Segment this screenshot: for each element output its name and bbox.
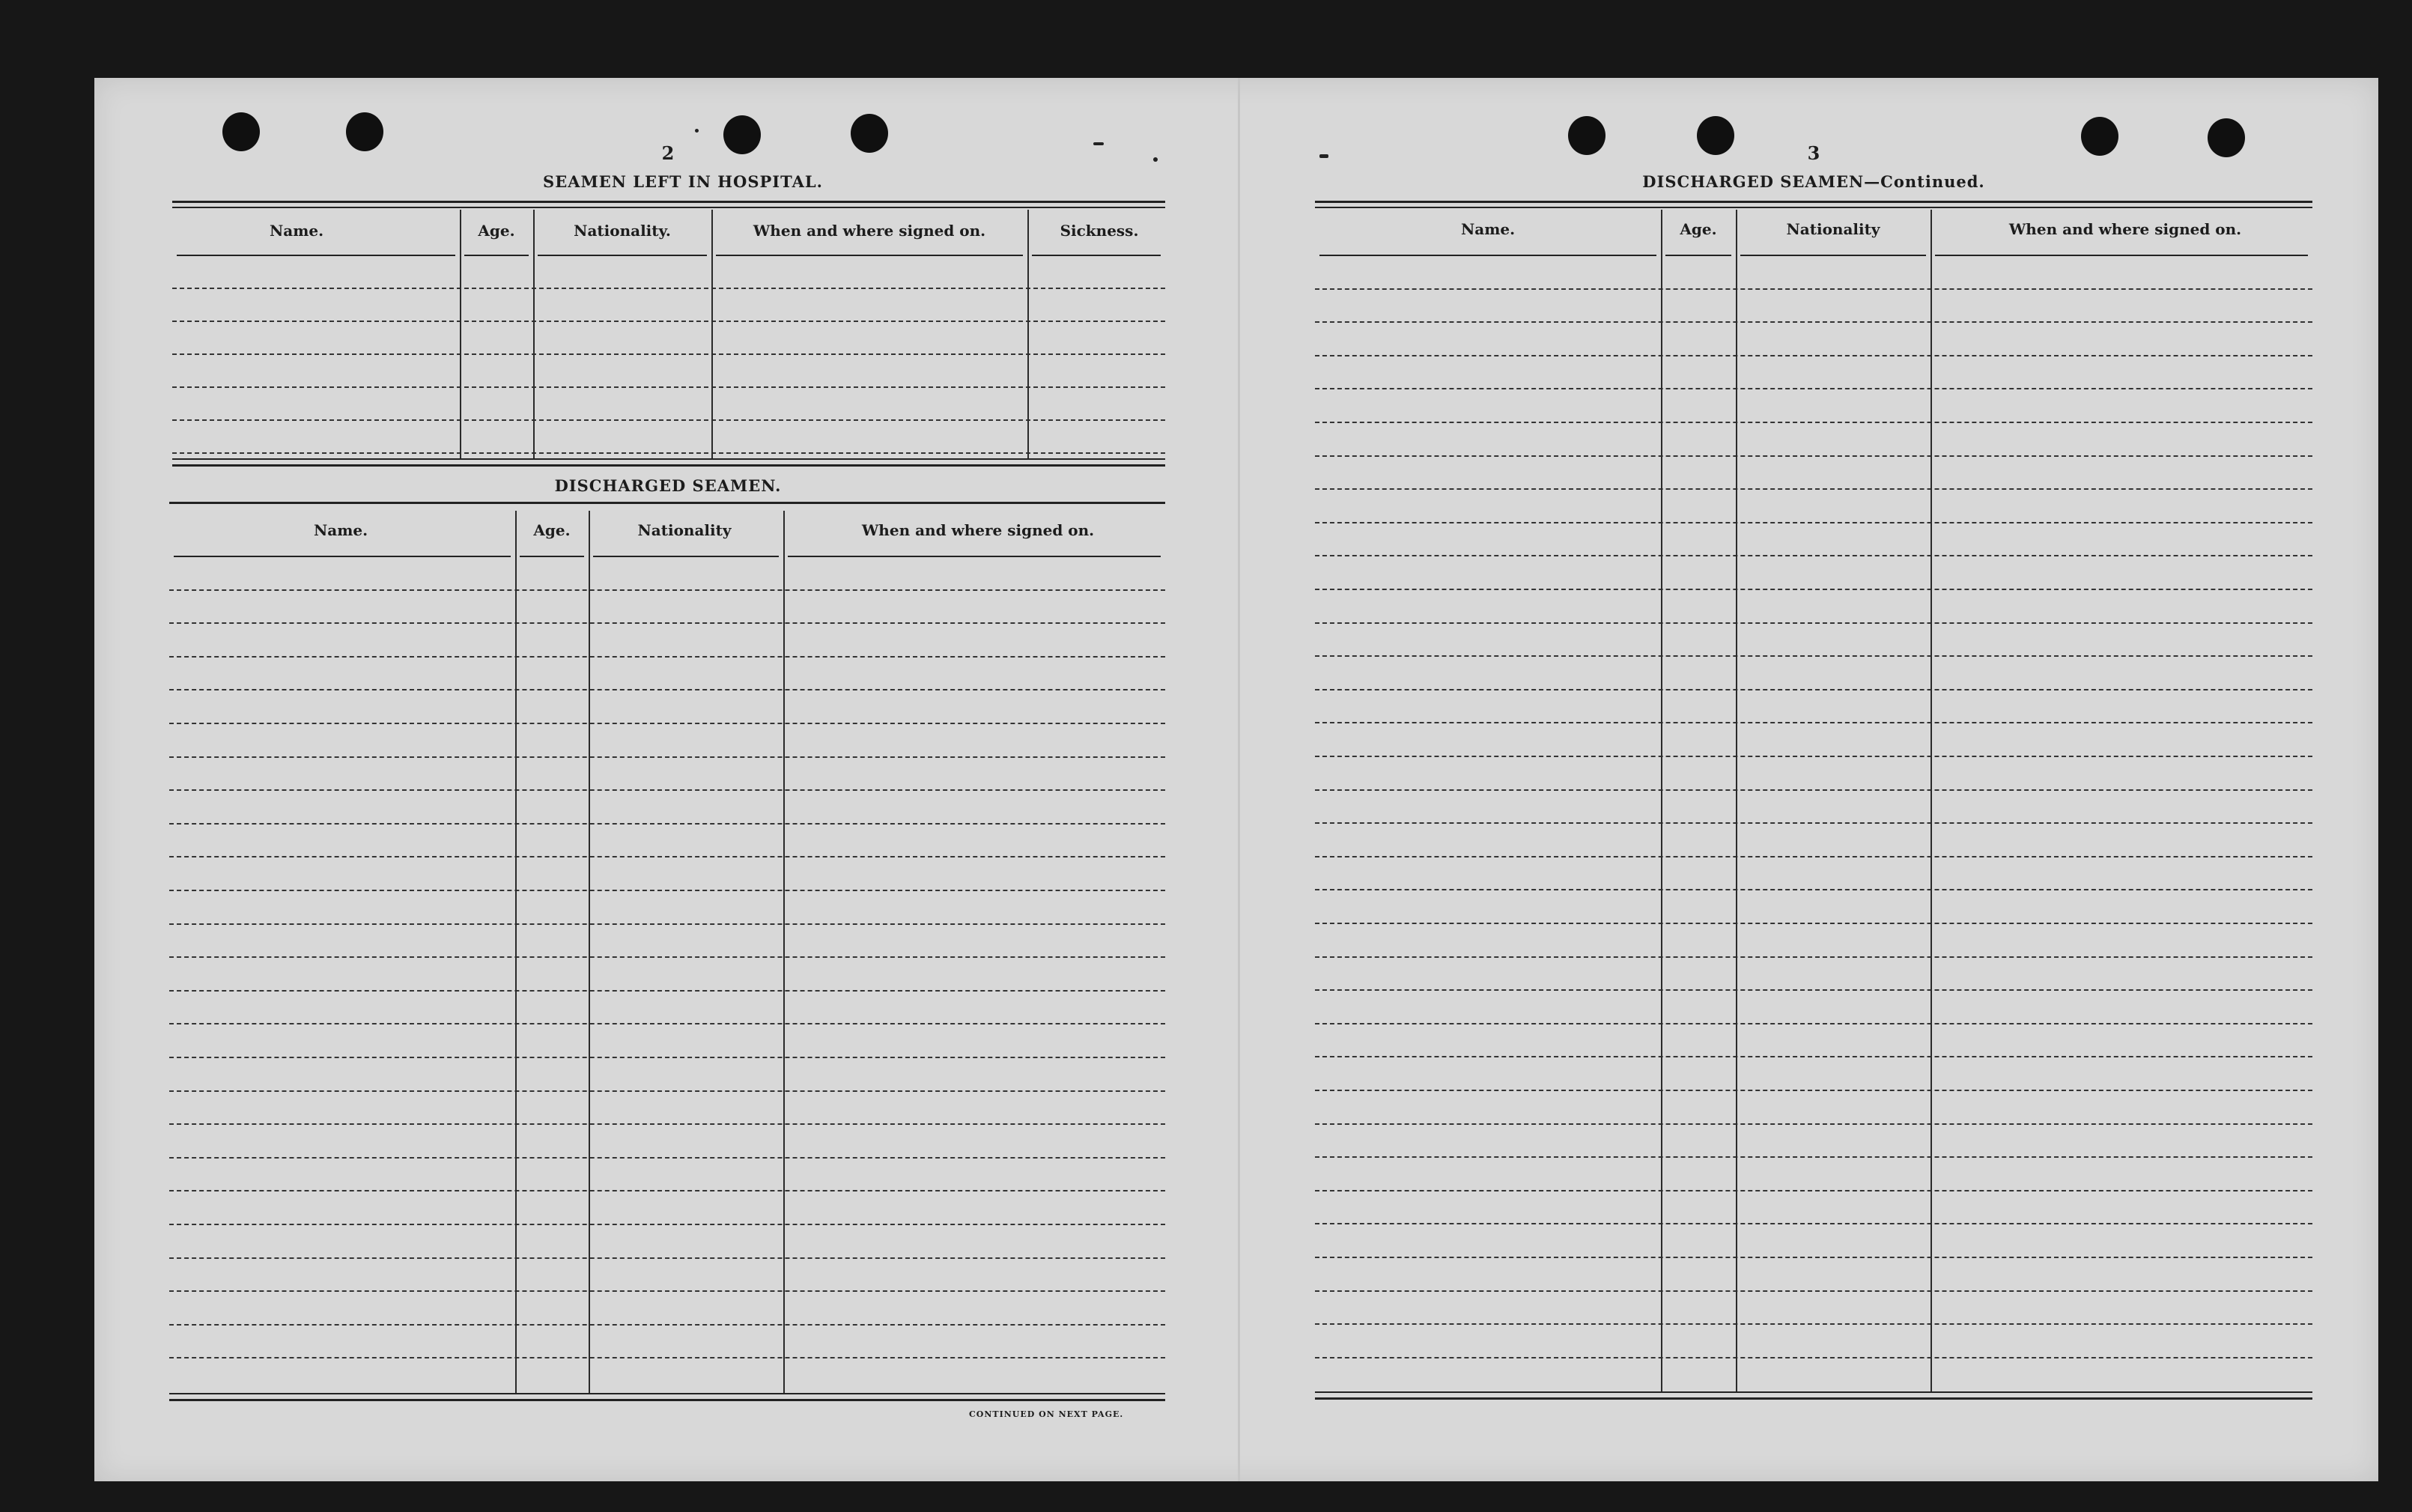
punch-hole xyxy=(723,115,761,154)
page-fold xyxy=(1238,78,1240,1481)
column-divider xyxy=(460,210,461,458)
table-row xyxy=(172,452,1165,454)
table-row xyxy=(1315,1357,2312,1358)
table-row xyxy=(1315,355,2312,356)
table-row xyxy=(169,823,1165,825)
table-row xyxy=(169,990,1165,992)
header-underline xyxy=(593,556,779,557)
table-row xyxy=(1315,288,2312,290)
table-row xyxy=(1315,956,2312,958)
table-row xyxy=(1315,822,2312,824)
table-top-rule xyxy=(172,207,1165,208)
column-header: Name. xyxy=(1460,220,1516,238)
table-row xyxy=(1315,1156,2312,1158)
table-row xyxy=(169,589,1165,591)
table-row xyxy=(169,1023,1165,1024)
column-divider xyxy=(711,210,713,458)
table-row xyxy=(169,689,1165,690)
header-underline xyxy=(788,556,1161,557)
column-divider xyxy=(515,511,517,1393)
hospital-section-title: SEAMEN LEFT IN HOSPITAL. xyxy=(543,172,823,191)
header-underline xyxy=(177,255,455,256)
column-header: Age. xyxy=(1680,220,1717,238)
header-underline xyxy=(520,556,584,557)
table-row xyxy=(1315,1290,2312,1292)
punch-hole xyxy=(2081,117,2118,156)
column-header: Sickness. xyxy=(1060,222,1139,240)
ink-speck xyxy=(695,129,699,133)
column-divider xyxy=(1736,210,1737,1391)
header-underline xyxy=(1665,255,1731,256)
table-row xyxy=(169,956,1165,958)
table-row xyxy=(1315,522,2312,523)
table-row xyxy=(169,756,1165,758)
table-row xyxy=(1315,1223,2312,1224)
table-top-rule xyxy=(169,502,1165,504)
column-header: Nationality. xyxy=(574,222,671,240)
punch-hole xyxy=(1568,116,1606,155)
table-row xyxy=(1315,889,2312,890)
table-row xyxy=(172,321,1165,322)
table-row xyxy=(172,419,1165,421)
punch-hole xyxy=(2208,118,2245,157)
table-row xyxy=(172,353,1165,355)
column-divider xyxy=(1027,210,1029,458)
header-underline xyxy=(1740,255,1926,256)
header-underline xyxy=(1935,255,2308,256)
table-row xyxy=(1315,756,2312,757)
table-row xyxy=(1315,689,2312,690)
column-header: Name. xyxy=(313,521,368,539)
column-header: When and where signed on. xyxy=(861,521,1095,539)
column-header: Name. xyxy=(269,222,324,240)
table-row xyxy=(1315,388,2312,389)
table-row xyxy=(1315,622,2312,624)
header-underline xyxy=(1032,255,1161,256)
table-row xyxy=(172,288,1165,289)
table-row xyxy=(1315,488,2312,490)
column-header: Nationality xyxy=(1786,220,1880,238)
table-row xyxy=(1315,321,2312,323)
table-row xyxy=(1315,655,2312,657)
table-row xyxy=(169,1123,1165,1125)
header-underline xyxy=(464,255,529,256)
table-row xyxy=(1315,722,2312,723)
table-row xyxy=(169,1190,1165,1191)
table-row xyxy=(169,656,1165,658)
table-row xyxy=(169,1257,1165,1259)
table-row xyxy=(1315,1323,2312,1325)
table-row xyxy=(172,386,1165,388)
ink-speck xyxy=(1093,142,1104,145)
table-row xyxy=(169,1324,1165,1326)
column-header: When and where signed on. xyxy=(2008,220,2242,238)
table-bottom-rule xyxy=(169,1393,1165,1394)
table-bottom-rule xyxy=(172,458,1165,460)
table-row xyxy=(1315,1023,2312,1024)
table-row xyxy=(1315,1056,2312,1057)
column-header: Age. xyxy=(478,222,515,240)
table-bottom-rule xyxy=(1315,1397,2312,1400)
header-underline xyxy=(1319,255,1656,256)
header-underline xyxy=(174,556,511,557)
table-row xyxy=(1315,1257,2312,1258)
table-top-rule xyxy=(172,201,1165,203)
table-row xyxy=(169,723,1165,724)
table-row xyxy=(169,1290,1165,1292)
table-bottom-rule xyxy=(169,1399,1165,1401)
discharged-section-title: DISCHARGED SEAMEN. xyxy=(554,476,782,495)
page-number-right: 3 xyxy=(1807,142,1820,164)
table-top-rule xyxy=(1315,201,2312,203)
table-bottom-rule xyxy=(1315,1391,2312,1393)
table-row xyxy=(1315,923,2312,924)
table-row xyxy=(1315,422,2312,423)
table-row xyxy=(169,923,1165,925)
continued-note: CONTINUED ON NEXT PAGE. xyxy=(969,1409,1124,1419)
column-divider xyxy=(589,511,590,1393)
table-row xyxy=(1315,856,2312,857)
punch-hole xyxy=(851,114,888,153)
column-divider xyxy=(1661,210,1662,1391)
table-top-rule xyxy=(1315,207,2312,208)
column-divider xyxy=(1930,210,1932,1391)
table-row xyxy=(1315,555,2312,556)
table-row xyxy=(169,1357,1165,1358)
table-row xyxy=(169,622,1165,624)
table-row xyxy=(1315,455,2312,457)
table-row xyxy=(169,1157,1165,1159)
table-row xyxy=(169,789,1165,791)
table-row xyxy=(1315,1190,2312,1191)
column-divider xyxy=(783,511,785,1393)
table-row xyxy=(1315,989,2312,991)
column-header: When and where signed on. xyxy=(753,222,986,240)
discharged-continued-title: DISCHARGED SEAMEN—Continued. xyxy=(1642,172,1985,191)
column-header: Age. xyxy=(533,521,571,539)
ink-speck xyxy=(1153,157,1158,162)
column-divider xyxy=(533,210,535,458)
ink-speck xyxy=(1319,154,1328,158)
table-bottom-rule xyxy=(172,464,1165,467)
column-header: Nationality xyxy=(637,521,732,539)
table-row xyxy=(169,1057,1165,1058)
table-row xyxy=(1315,789,2312,791)
table-row xyxy=(169,856,1165,857)
table-row xyxy=(1315,589,2312,590)
table-row xyxy=(1315,1090,2312,1091)
punch-hole xyxy=(1697,116,1734,155)
page-number-left: 2 xyxy=(661,142,675,164)
punch-hole xyxy=(222,112,260,151)
table-row xyxy=(1315,1123,2312,1125)
table-row xyxy=(169,890,1165,891)
header-underline xyxy=(538,255,707,256)
header-underline xyxy=(716,255,1023,256)
punch-hole xyxy=(346,112,383,151)
table-row xyxy=(169,1224,1165,1225)
table-row xyxy=(169,1090,1165,1092)
